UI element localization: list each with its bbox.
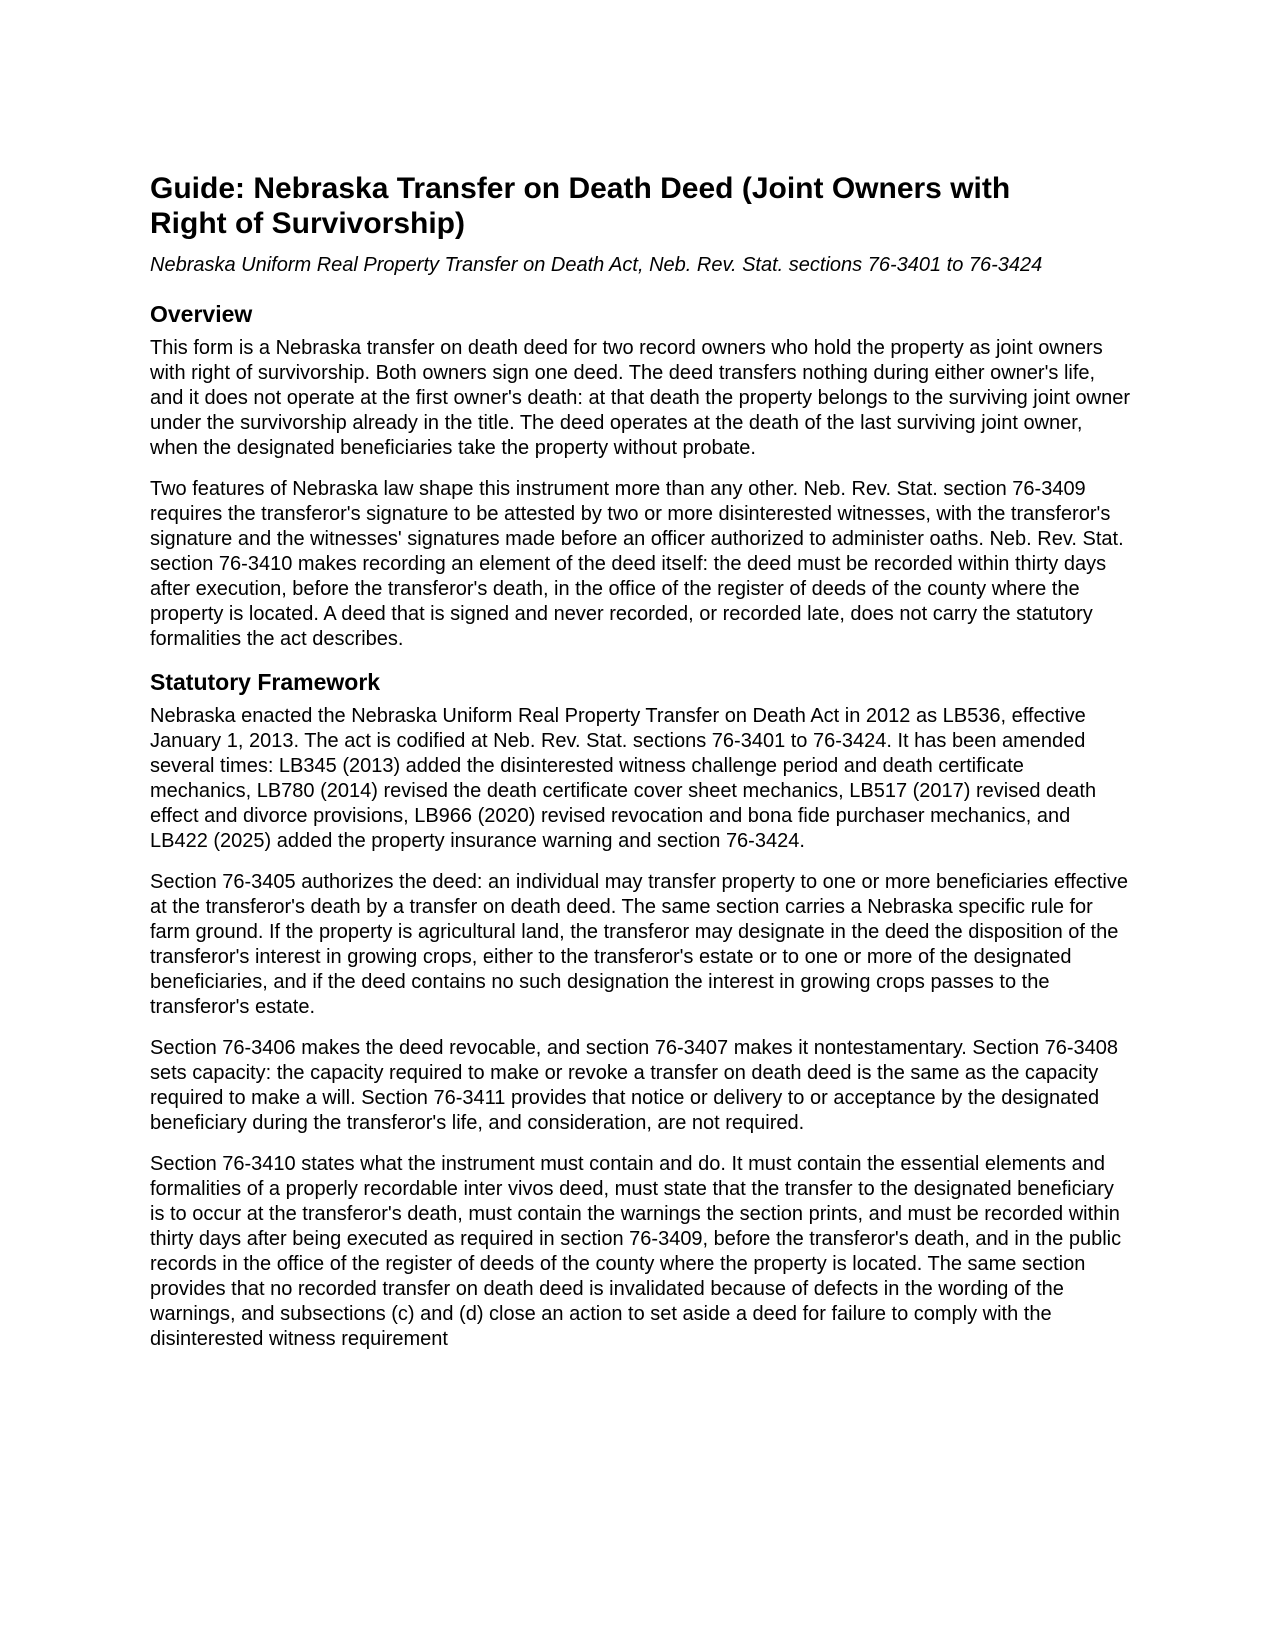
paragraph: Section 76-3410 states what the instrument must contain and do. It must contain the essential elements and formalities of a properly recordable inter vivos deed, must state that the transfer to the designated beneficiary is to occur at the transferor's death, must contain the warnings the section prints, and must be recorded within thirty days after being executed as required in section 76-3409, before the transferor's death, and in the public records in the office of the register of deeds of the county where the property is located. The same section provides that no recorded transfer on death deed is invalidated because of defects in the wording of the warnings, and subsections (c) and (d) close an action to set aside a deed for failure to comply with the disinterested witness requirement xyxy=(150,1153,1122,1350)
paragraph: Nebraska enacted the Nebraska Uniform Real Property Transfer on Death Act in 2012 as LB536, effective January 1, 2013. The act is codified at Neb. Rev. Stat. sections 76-3401 to 76-3424. It has been amended several times: LB345 (2013) added the disinterested witness challenge period and death certificate mechanics, LB780 (2014) revised the death certificate cover sheet mechanics, LB517 (2017) revised death effect and divorce provisions, LB966 (2020) revised revocation and bona fide purchaser mechanics, and LB422 (2025) added the property insurance warning and section 76-3424. xyxy=(150,705,1097,852)
paragraph: Section 76-3406 makes the deed revocable, and section 76-3407 makes it nontestamentary. Section 76-3408 sets capacity: the capacity required to make or revoke a transfer on death deed is the same as the capacity required to make a will. Section 76-3411 provides that notice or delivery to or acceptance by the designated beneficiary during the transferor's life, and consideration, are not required. xyxy=(150,1037,1119,1134)
document-subtitle: Nebraska Uniform Real Property Transfer on Death Act, Neb. Rev. Stat. sections 76-3401 to 76-3424 xyxy=(150,254,1043,276)
paragraph: Two features of Nebraska law shape this instrument more than any other. Neb. Rev. Stat. section 76-3409 requires the transferor's signature to be attested by two or more disinterested witnesses, with the transferor's signature and the witnesses' signatures made before an officer authorized to administer oaths. Neb. Rev. Stat. section 76-3410 makes recording an element of the deed itself: the deed must be recorded within thirty days after execution, before the transferor's death, in the office of the register of deeds of the county where the property is located. A deed that is signed and never recorded, or recorded late, does not carry the statutory formalities the act describes. xyxy=(150,478,1124,650)
document-page xyxy=(150,171,1130,1368)
document-title: Guide: Nebraska Transfer on Death Deed (Joint Owners with Right of Survivorship) xyxy=(150,172,1011,240)
paragraph: Section 76-3405 authorizes the deed: an individual may transfer property to one or more beneficiaries effective at the transferor's death by a transfer on death deed. The same section carries a Nebraska specific rule for farm ground. If the property is agricultural land, the transferor may designate in the deed the disposition of the transferor's interest in growing crops, either to the transferor's estate or to one or more of the designated beneficiaries, and if the deed contains no such designation the interest in growing crops passes to the transferor's estate. xyxy=(150,871,1128,1018)
paragraph: This form is a Nebraska transfer on death deed for two record owners who hold the property as joint owners with right of survivorship. Both owners sign one deed. The deed transfers nothing during either owner's life, and it does not operate at the first owner's death: at that death the property belongs to the surviving joint owner under the survivorship already in the title. The deed operates at the death of the last surviving joint owner, when the designated beneficiaries take the property without probate. xyxy=(150,337,1130,459)
section-overview xyxy=(150,300,1130,652)
section-heading: Statutory Framework xyxy=(150,669,381,695)
section-heading: Overview xyxy=(150,301,253,327)
section-statutory-framework xyxy=(150,668,1130,1352)
